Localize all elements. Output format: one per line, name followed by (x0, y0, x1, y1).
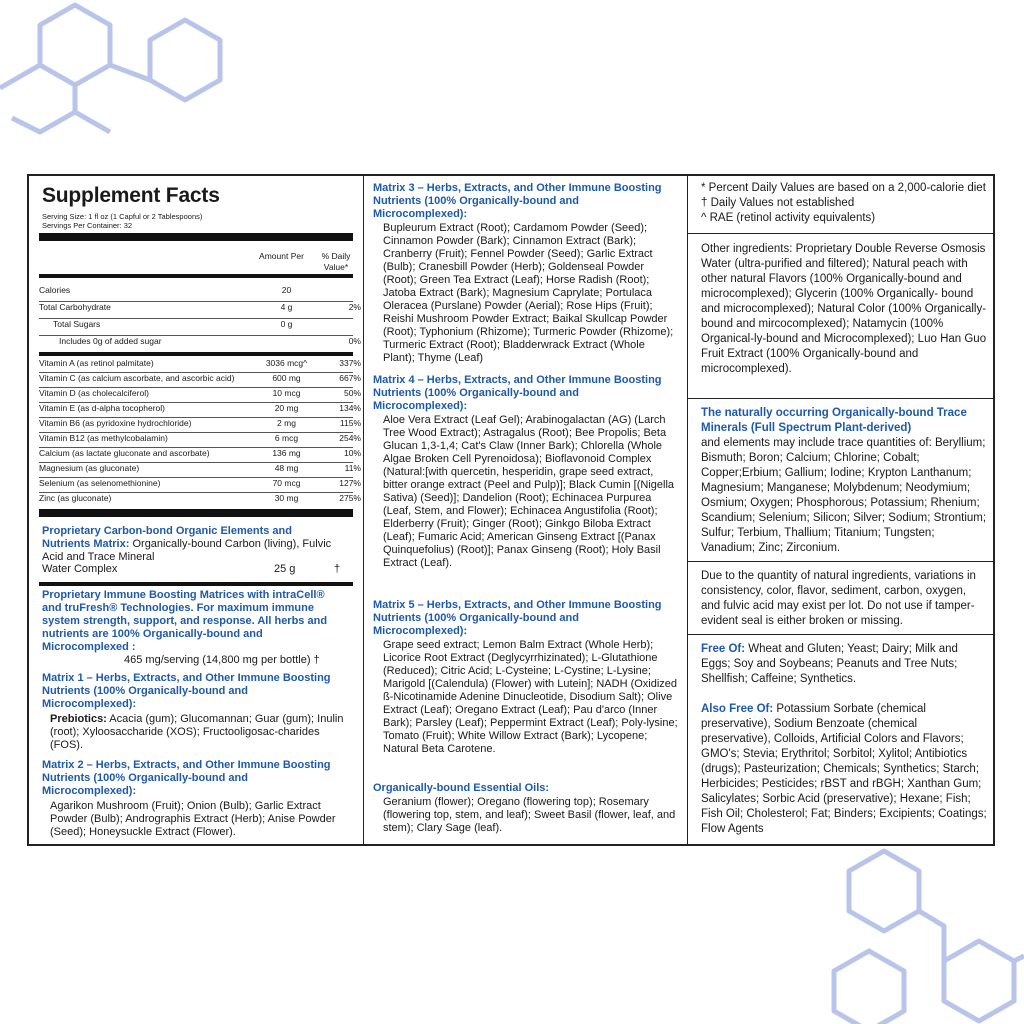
carbon-matrix-text: Organically-bound Carbon (living), Fulvic Acid and Trace Mineral (42, 538, 332, 563)
vitamin-amount: 48 mg (274, 463, 299, 473)
divider (687, 634, 993, 635)
essential-oils-title: Organically-bound Essential Oils: (373, 782, 550, 794)
matrix-5-title: Matrix 5 – Herbs, Extracts, and Other Immune Boosting Nutrients (100% Organically-bound and Microcomplexed): (373, 599, 662, 637)
matrix-1-title: Matrix 1 – Herbs, Extracts, and Other Immune Boosting Nutrients (100% Organically-bound and Microcomplexed): (42, 672, 331, 710)
vitamin-amount: 70 mcg (272, 478, 301, 488)
vitamin-row (39, 417, 361, 433)
vitamin-name: Vitamin B6 (as pyridoxine hydrochloride) (39, 418, 192, 428)
divider-medium (39, 582, 353, 586)
matrix-3-title: Matrix 3 – Herbs, Extracts, and Other Immune Boosting Nutrients (100% Organically-bound and Microcomplexed): (373, 182, 662, 220)
matrix-3-body: Bupleurum Extract (Root); Cardamom Powder (Seed); Cinnamon Powder (Bark); Cinnamon Extract (Bark); Cranberry (Fruit); Fennel Powder (Seed); Garlic Extract (Bulb); Cranesbill Powder (Herb); Goldenseal Powder (Root); Green Tea Extract (Leaf); Horse Radish (Root); Jatoba Extract (Bark); Magnesium Caprylate; Portulaca Oleracea (Purslane) Powder (Aerial); Rose Hips (Fruit); Reishi Mushroom Powder Extract; Baikal Skullcap Powder (Root); Typhonium (Rhizome); Turmeric Powder (Rhizome); Turmeric Extract (Root); Bladderwrack Extract (Whole Plant); Thyme (Leaf) (383, 222, 674, 364)
immune-blend-heading: Proprietary Immune Boosting Matrices with intraCell® and truFresh® Technologies. For maximum immune system strength, support, and response. All herbs and nutrients are 100% Organically-bound and Microcomplexed : (42, 589, 328, 653)
vitamin-dv: 275% (339, 493, 361, 503)
vitamin-name: Calcium (as lactate gluconate and ascorbate) (39, 448, 210, 458)
divider (687, 561, 993, 562)
vitamin-amount: 10 mcg (272, 388, 301, 398)
carbon-matrix-amount-row (42, 563, 342, 576)
vitamin-amount: 3036 mcg^ (265, 358, 308, 368)
carbon-matrix-block (42, 525, 342, 564)
vitamin-row (39, 432, 361, 448)
vitamin-amount: 2 mg (277, 418, 296, 428)
vitamin-row (39, 477, 361, 493)
amount-per-header: Amount Per (259, 251, 304, 261)
matrix-5-body: Grape seed extract; Lemon Balm Extract (Whole Herb); Licorice Root Extract (Deglycyrrhizinated); L-Glutathione (Reduced); Citric Acid; L-Cysteine; L-Cystine; L-Lysine; Marigold [(Calendula) (Flower) with Lutein]; NADH (Oxidized ß-Nicotinamide Adenine Dinucleotide, Disodium Salt); Olive Extract (Leaf); Oregano Extract (Leaf); Pau d'arco (Inner Bark); Parsley (Leaf); Peppermint Extract (Leaf); Poly-lysine; Tomato (Fruit); White Willow Extract (Bark); Lycopene; Natural Beta Carotene. (383, 639, 678, 755)
divider-thick (39, 233, 353, 241)
vitamin-name: Vitamin E (as d-alpha tocopherol) (39, 403, 165, 413)
divider-medium (39, 352, 353, 356)
also-free-of-text: Potassium Sorbate (chemical preservative), Sodium Benzoate (chemical preservative), Colloids, Artificial Colors and Flavors; GMO's; Stevia; Erythritol; Sorbitol; Xylitol; Antibiotics (drugs); Pasteurization; Chemicals; Synthetics; Starch; Herbicides; Pesticides; rBST and rBGH; Xanthan Gum; Salicylates; Sorbic Acid (preservative); Hexane; Fish; Fish Oil; Cholesterol; Fat; Binders; Excipients; Coatings; Flow Agents (701, 703, 987, 835)
carbon-matrix-dagger: † (334, 563, 341, 575)
vitamin-amount: 136 mg (272, 448, 301, 458)
vitamin-row (39, 357, 361, 373)
other-ingredients: Other ingredients: Proprietary Double Reverse Osmosis Water (ultra-purified and filtered); Natural peach with other natural Flavors (100% Organically-bound and microcomplexed); Glycerin (100% Organically- bound and microcomplexed); Natural Color (100% Organically-bound and mircocomplexed); Natamycin (100% Organical-ly-bound and Microcomplexed); Luo Han Guo Fruit Extract (100% Organically-bound and microcomplexed). (701, 243, 987, 375)
supplement-facts-label (27, 174, 995, 846)
nutrient-amount: 0 g (280, 319, 293, 329)
vitamin-name: Vitamin A (as retinol palmitate) (39, 358, 154, 368)
nutrient-amount: 20 (281, 285, 292, 295)
nutrient-row (39, 335, 361, 352)
page-title: Supplement Facts (42, 184, 220, 207)
free-of-text: Wheat and Gluten; Yeast; Dairy; Milk and Eggs; Soy and Soybeans; Peanuts and Tree Nuts; Shellfish; Caffeine; Synthetics. (701, 643, 958, 685)
vitamin-row (39, 447, 361, 463)
vitamin-dv: 11% (344, 463, 361, 473)
vitamin-dv: 667% (339, 373, 361, 383)
immune-blend-amount: 465 mg/serving (14,800 mg per bottle) † (124, 654, 320, 666)
nutrient-name: Total Sugars (53, 319, 101, 329)
vitamin-name: Magnesium (as gluconate) (39, 463, 140, 473)
column-notes (687, 176, 993, 844)
also-free-of (701, 702, 987, 837)
vitamin-row (39, 387, 361, 403)
nutrient-name: Total Carbohydrate (39, 302, 111, 312)
vitamin-name: Zinc (as gluconate) (39, 493, 112, 503)
footnote-daily-value: * Percent Daily Values are based on a 2,000-calorie diet (701, 182, 986, 194)
carbon-matrix-amount: 25 g (274, 563, 296, 575)
prebiotics-label: Prebiotics: (50, 713, 107, 725)
vitamin-name: Vitamin D (as cholecalciferol) (39, 388, 149, 398)
variations-note: Due to the quantity of natural ingredients, variations in consistency, color, flavor, sediment, carbon, oxygen, and fulvic acid may exist per lot. Do not use if tamper-evident seal is either broken or missing. (701, 570, 976, 627)
footnotes (701, 181, 989, 226)
divider (687, 233, 993, 234)
nutrient-row (39, 301, 361, 319)
vitamin-dv: 115% (339, 418, 361, 428)
divider-medium (39, 274, 353, 278)
vitamin-row (39, 462, 361, 478)
nutrient-name: Calories (39, 285, 71, 295)
trace-minerals-title: The naturally occurring Organically-bound Trace Minerals (Full Spectrum Plant-derived) (701, 407, 967, 434)
prebiotics-text: Acacia (gum); Glucomannan; Guar (gum); Inulin (root); Xyloosaccharide (XOS); Fructooligosac-charides (FOS). (50, 713, 344, 751)
footnote-rae: ^ RAE (retinol activity equivalents) (701, 212, 876, 224)
vitamin-amount: 600 mg (272, 373, 301, 383)
nutrient-row (39, 318, 353, 336)
matrix-4-title: Matrix 4 – Herbs, Extracts, and Other Immune Boosting Nutrients (100% Organically-bound and Microcomplexed): (373, 374, 662, 412)
nutrient-row (39, 284, 353, 302)
vitamin-dv: 50% (343, 388, 361, 398)
vitamin-dv: 254% (339, 433, 361, 443)
nutrient-amount: 4 g (280, 302, 293, 312)
matrix-2-title: Matrix 2 – Herbs, Extracts, and Other Immune Boosting Nutrients (100% Organically-bound and Microcomplexed): (42, 759, 331, 797)
free-of (701, 642, 987, 687)
vitamin-row (39, 402, 361, 418)
vitamin-row (39, 492, 361, 507)
divider (687, 398, 993, 399)
vitamin-name: Vitamin B12 (as methylcobalamin) (39, 433, 168, 443)
free-of-label: Free Of: (701, 643, 746, 655)
serving-size: Serving Size: 1 fl oz (1 Capful or 2 Tablespoons) (42, 212, 203, 221)
carbon-matrix-text: Water Complex (42, 563, 118, 575)
nutrient-name: Includes 0g of added sugar (59, 336, 162, 346)
hexagon-molecule-icon (824, 846, 1024, 1024)
vitamin-amount: 6 mcg (274, 433, 299, 443)
vitamin-name: Selenium (as selenomethionine) (39, 478, 161, 488)
vitamin-dv: 10% (343, 448, 361, 458)
vitamin-amount: 20 mg (274, 403, 299, 413)
matrix-1-body (50, 713, 355, 752)
vitamin-name: Vitamin C (as calcium ascorbate, and ascorbic acid) (39, 373, 235, 383)
column-matrices (363, 176, 688, 844)
vitamin-row (39, 372, 361, 388)
nutrient-dv: 2% (348, 302, 361, 312)
nutrient-dv: 0% (348, 336, 361, 346)
vitamin-dv: 337% (339, 358, 361, 368)
column-nutrition-facts (29, 176, 364, 844)
divider-thick (39, 509, 353, 517)
carbon-matrix-heading: Proprietary Carbon-bond Organic Elements and Nutrients Matrix: (42, 525, 292, 550)
daily-value-header: % Daily Value* (321, 251, 351, 272)
vitamin-dv: 127% (339, 478, 361, 488)
hexagon-molecule-icon (0, 0, 240, 150)
trace-minerals-body: and elements may include trace quantities of: Beryllium; Bismuth; Boron; Calcium; Chlorine; Cobalt; Copper;Erbium; Gallium; Iodine; Krypton Lanthanum; Magnesium; Manganese; Molybdenum; Neodymium; Osmium; Oxygen; Phosphorous; Potassium; Rhenium; Scandium; Selenium; Silicon; Silver; Sodium; Strontium; Sulfur; Terbium, Thallium; Titanium; Tungsten; Vanadium; Zinc; Zirconium. (701, 437, 987, 554)
footnote-dagger: † Daily Values not established (701, 197, 855, 209)
matrix-4-body: Aloe Vera Extract (Leaf Gel); Arabinogalactan (AG) (Larch Tree Wood Extract); Astragalus (Root); Bee Propolis; Beta Glucan 1,3-1,4; Cat's Claw (Inner Bark); Chlorella (Whole Algae Broken Cell Pyrenoidosa); Bioflavonoid Complex (Natural:[with quercetin, hesperidin, grape seed extract, bitter orange extract (Peel and Pulp)]; Black Cumin [(Nigella Sativa) (Seed)]; Dandelion (Root); Echinacea Purpurea (Leaf, Stem, and Flower); Echinacea Angustifolia (Root); Elderberry (Fruit); Ginger (Root); Ginkgo Biloba Extract (Leaf); Fumaric Acid; American Ginseng Extract [(Panax Quinquefolius) (Root)]; Panax Ginseng (Root); Holy Basil Extract (Leaf). (383, 414, 675, 569)
essential-oils-body: Geranium (flower); Oregano (flowering top); Rosemary (flowering top, stem, and leaf); Sweet Basil (flower, leaf, and stem); Clary Sage (leaf). (383, 796, 676, 834)
servings-per-container: Servings Per Container: 32 (42, 221, 133, 230)
also-free-of-label: Also Free Of: (701, 703, 774, 715)
vitamin-dv: 134% (339, 403, 361, 413)
matrix-2-body: Agarikon Mushroom (Fruit); Onion (Bulb); Garlic Extract Powder (Bulb); Andrographis Extract (Herb); Anise Powder (Seed); Honeysuckle Extract (Flower). (50, 800, 336, 838)
vitamin-amount: 30 mg (274, 493, 299, 503)
